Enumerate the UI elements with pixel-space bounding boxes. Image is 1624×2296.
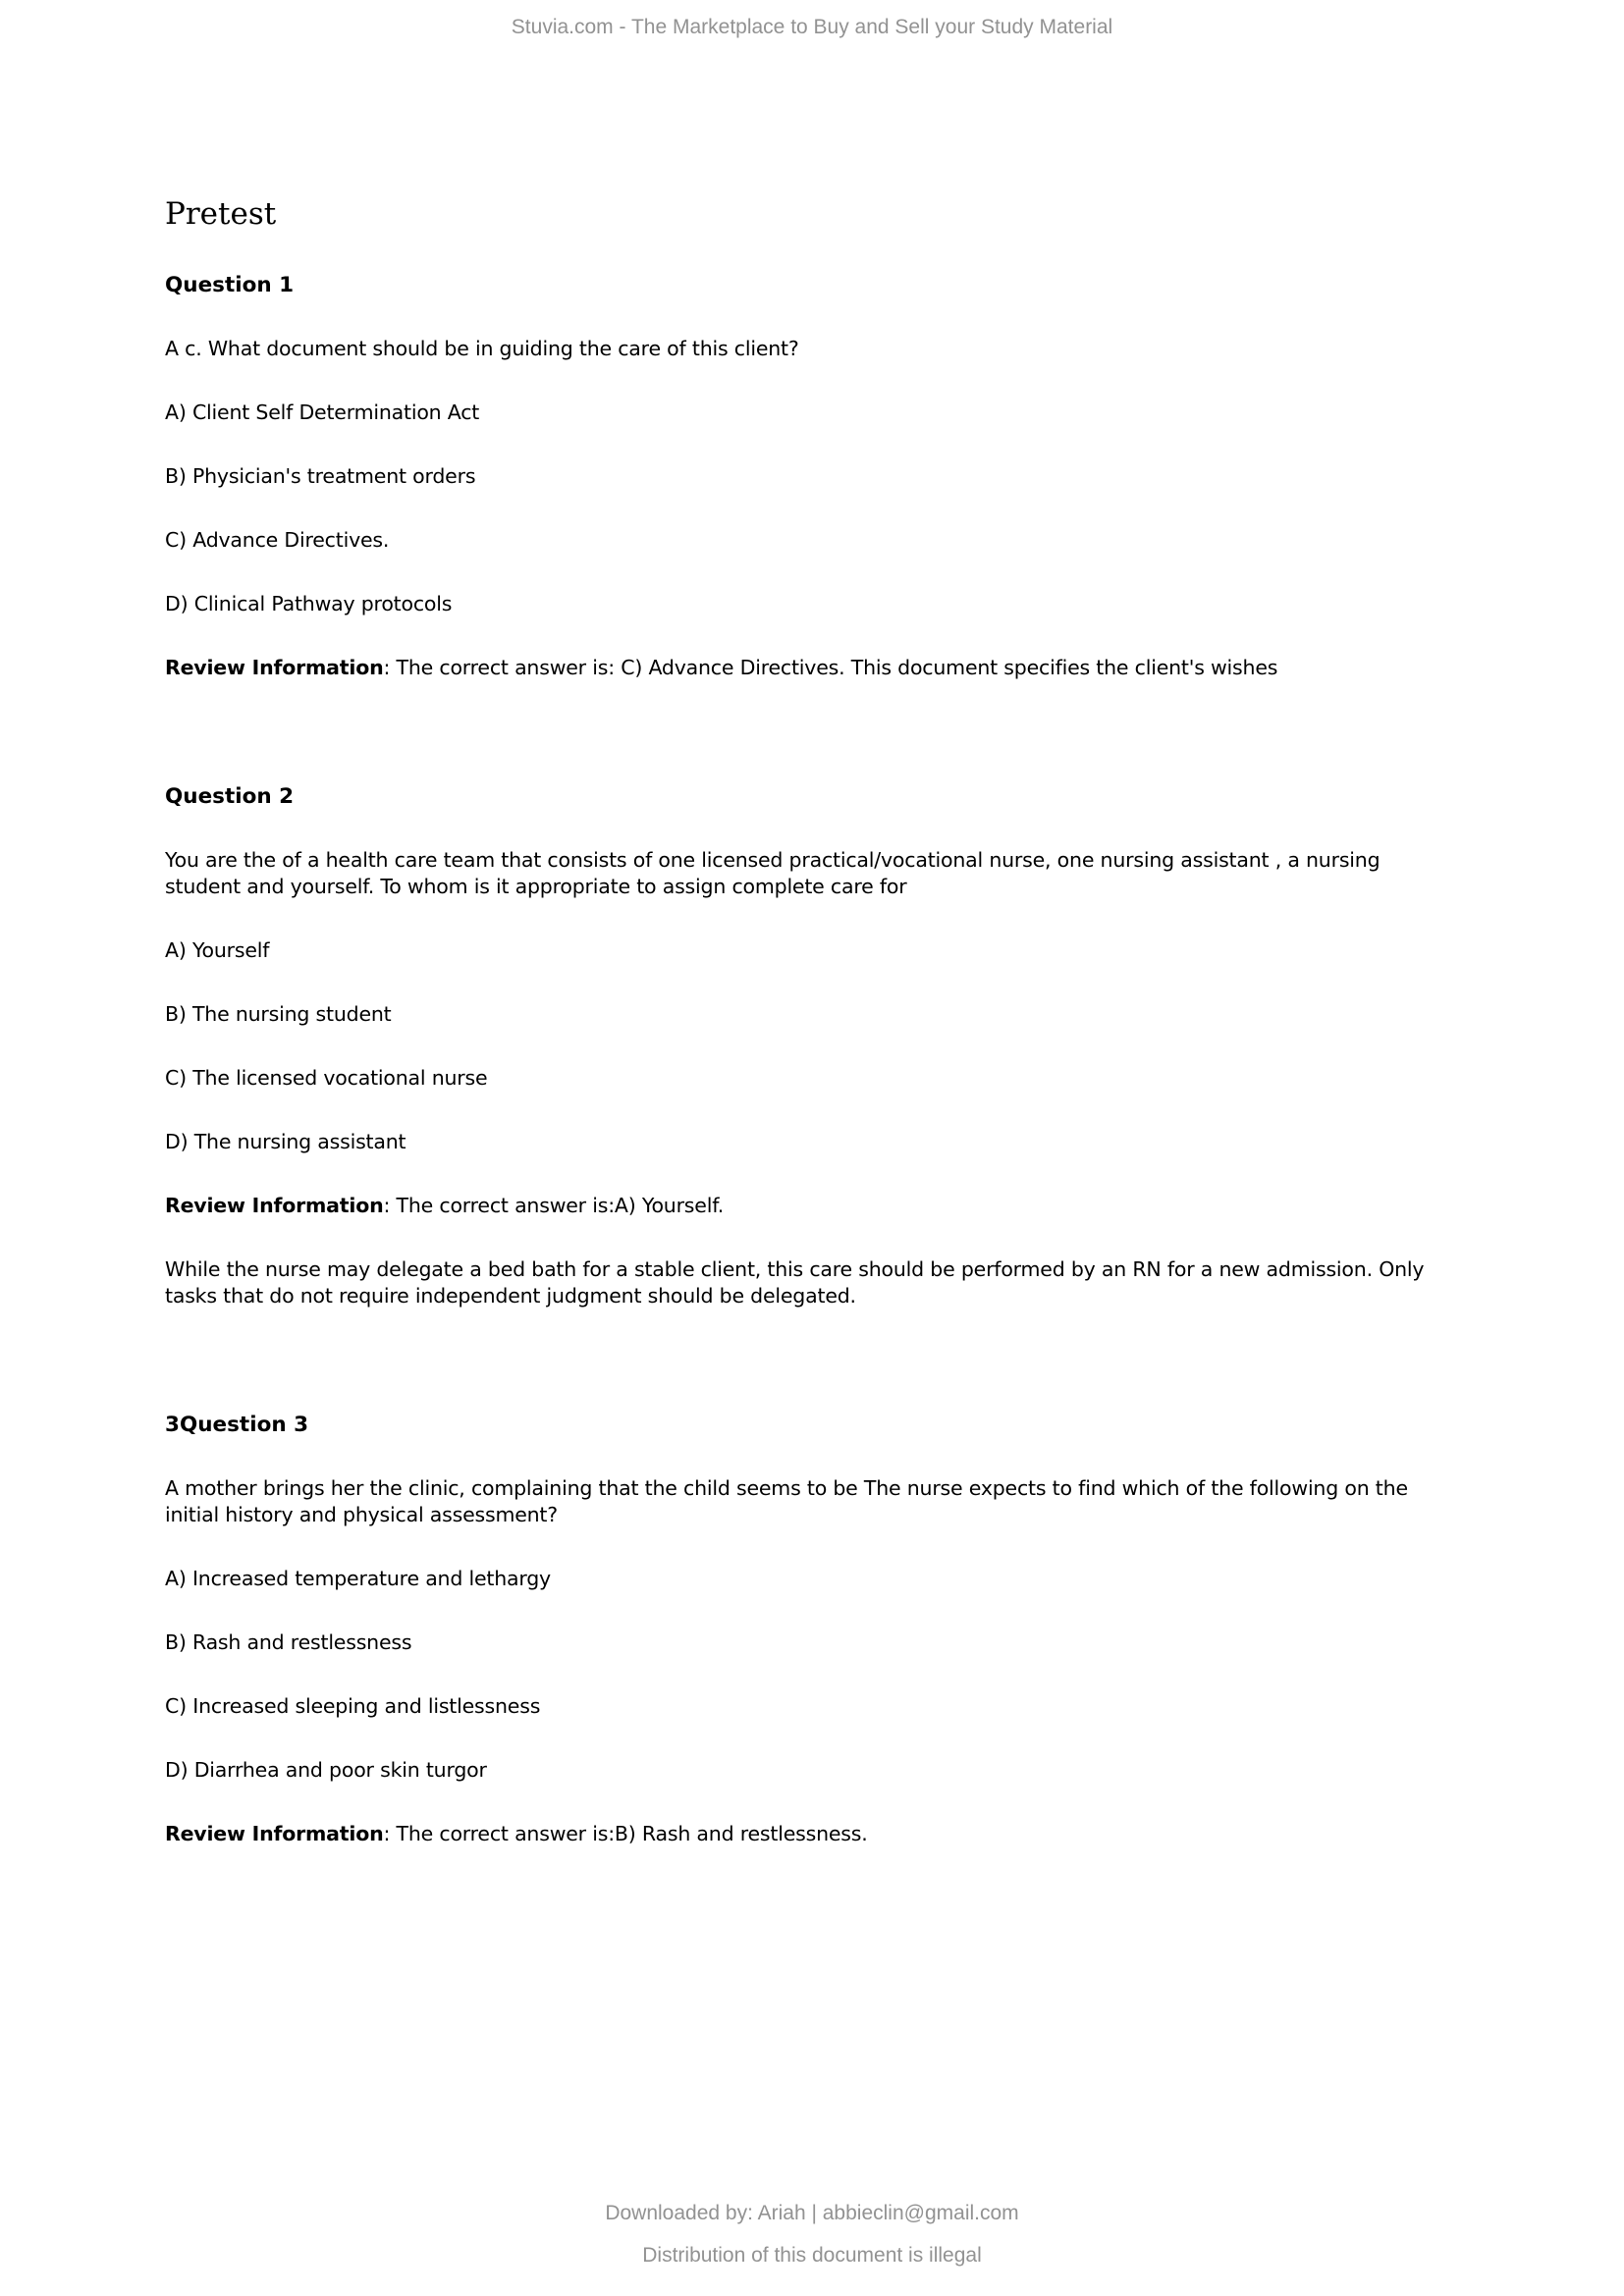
review-text: : The correct answer is:B) Rash and restlessness. [383,1822,868,1845]
page-title: Pretest [165,196,277,232]
answer-option: D) The nursing assistant [165,1130,406,1153]
answer-option: C) Advance Directives. [165,528,390,552]
downloaded-by-watermark: Downloaded by: Ariah | abbieclin@gmail.com [605,2202,1019,2224]
question-block-2 [165,783,1441,1309]
review-information [165,1193,1441,1219]
question-heading: Question 1 [165,273,295,297]
review-text: : The correct answer is: C) Advance Directives. This document specifies the client's wishes [383,656,1278,679]
question-block-3 [165,1412,1441,1847]
question-heading: 3Question 3 [165,1413,309,1437]
answer-option: B) The nursing student [165,1002,392,1026]
site-watermark-header: Stuvia.com - The Marketplace to Buy and Sell your Study Material [511,16,1113,38]
review-label: Review Information [165,656,384,679]
answer-option: A) Client Self Determination Act [165,400,480,424]
answer-option: C) Increased sleeping and listlessness [165,1694,541,1718]
review-label: Review Information [165,1822,384,1845]
answer-option: A) Yourself [165,938,270,962]
answer-option: A) Increased temperature and lethargy [165,1567,551,1590]
document-content [165,0,1441,1847]
answer-option: D) Diarrhea and poor skin turgor [165,1758,487,1782]
answer-option: D) Clinical Pathway protocols [165,592,453,615]
question-prompt: You are the of a health care team that consists of one licensed practical/vocational nurse, one nursing assistant , a nursing student and yourself. To whom is it appropriate to assign complete care for [165,848,1380,898]
question-block-1 [165,272,1441,681]
review-information [165,1821,1441,1847]
review-note: While the nurse may delegate a bed bath for a stable client, this care should be performed by an RN for a new admission. Only tasks that do not require independent judgment should be delegated. [165,1257,1425,1308]
question-prompt: A c. What document should be in guiding the care of this client? [165,337,799,360]
review-information [165,655,1441,681]
answer-option: B) Physician's treatment orders [165,464,476,488]
question-prompt: A mother brings her the clinic, complaining that the child seems to be The nurse expects to find which of the following on the initial history and physical assessment? [165,1476,1408,1526]
question-heading: Question 2 [165,784,295,809]
answer-option: C) The licensed vocational nurse [165,1066,488,1090]
distribution-warning-watermark: Distribution of this document is illegal [642,2244,982,2267]
review-text: : The correct answer is:A) Yourself. [383,1194,725,1217]
answer-option: B) Rash and restlessness [165,1630,412,1654]
review-label: Review Information [165,1194,384,1217]
